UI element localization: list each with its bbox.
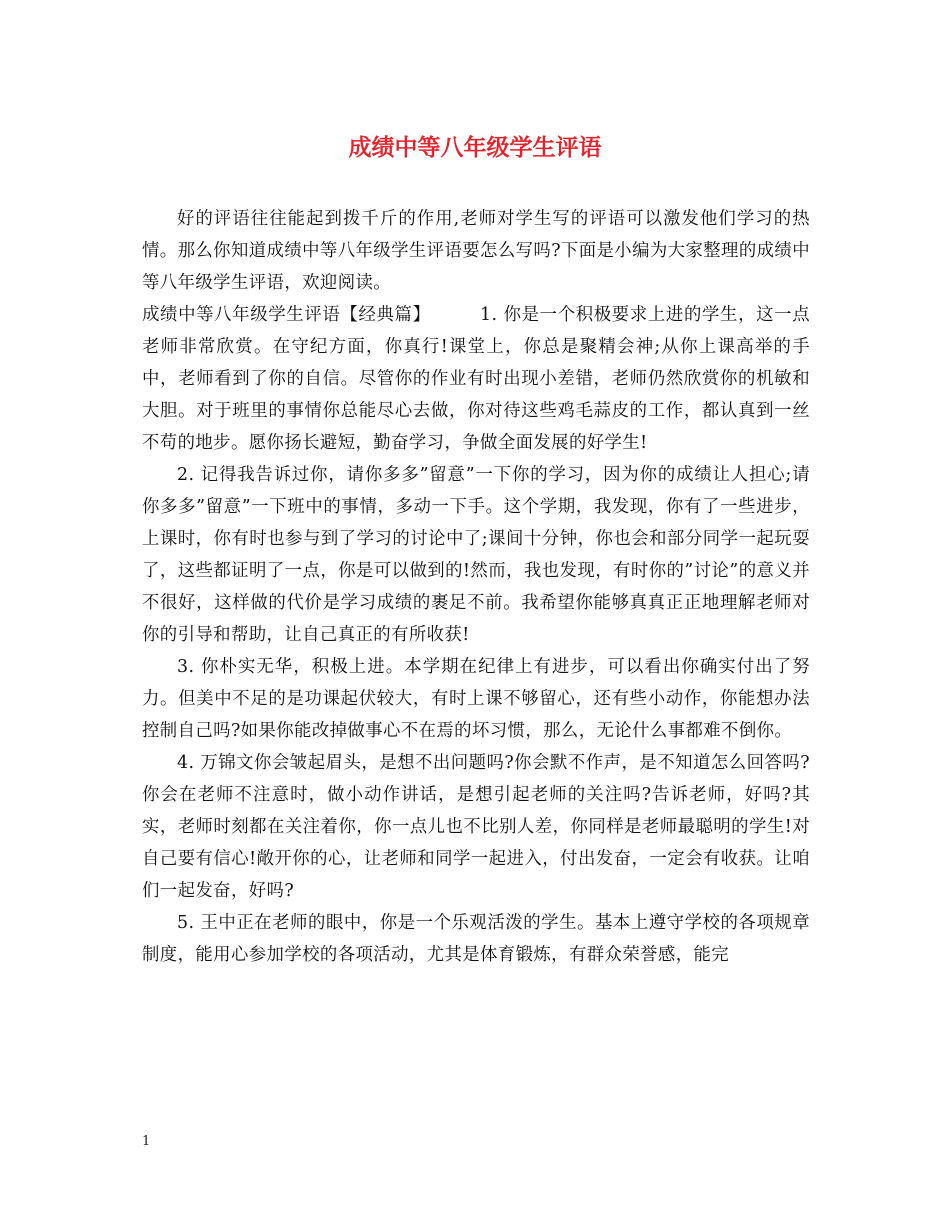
comment-item-2: 2. 记得我告诉过你，请你多多”留意”一下你的学习，因为你的成绩让人担心;请你多多”留意”一下班中的事情，多动一下手。这个学期，我发现，你有了一些进步，上课时，你有时也参与到了学习的讨论中了;课间十分钟，你也会和部分同学一起玩耍了，这些都证明了一点，你是可以做到的!然而，我也发现，有时你的”讨论”的意义并不很好，这样做的代价是学习成绩的裹足不前。我希望你能够真真正正地理解老师对你的引导和帮助，让自己真正的有所收获!: [142, 465, 810, 645]
document-title: 成绩中等八年级学生评语: [348, 135, 602, 161]
comment-item-5: 5. 王中正在老师的眼中，你是一个乐观活泼的学生。基本上遵守学校的各项规章制度，能用心参加学校的各项活动，尤其是体育锻炼，有群众荣誉感，能完: [142, 913, 810, 965]
document-body: [142, 203, 810, 971]
comment-item-4: 4. 万锦文你会皱起眉头，是想不出问题吗?你会默不作声，是不知道怎么回答吗?你会在老师不注意时，做小动作讲话，是想引起老师的关注吗?告诉老师，好吗?其实，老师时刻都在关注着你，你一点儿也不比别人差，你同样是老师最聪明的学生!对自己要有信心!敞开你的心，让老师和同学一起进入，付出发奋，一定会有收获。让咱们一起发奋，好吗?: [142, 753, 810, 901]
intro-paragraph: 好的评语往往能起到拨千斤的作用,老师对学生写的评语可以激发他们学习的热情。那么你知道成绩中等八年级学生评语要怎么写吗?下面是小编为大家整理的成绩中等八年级学生评语，欢迎阅读。: [142, 209, 810, 293]
page-number: 1: [142, 1134, 151, 1149]
comment-item-1: 1. 你是一个积极要求上进的学生，这一点老师非常欣赏。在守纪方面，你真行!课堂上，你总是聚精会神;从你上课高举的手中，老师看到了你的自信。尽管你的作业有时出现小差错，老师仍然欣赏你的机敏和大胆。对于班里的事情你总能尽心去做，你对待这些鸡毛蒜皮的工作，都认真到一丝不苟的地步。愿你扬长避短，勤奋学习，争做全面发展的好学生!: [142, 305, 810, 453]
section-paragraph: [142, 299, 810, 459]
comment-item-3: 3. 你朴实无华，积极上进。本学期在纪律上有进步，可以看出你确实付出了努力。但美中不足的是功课起伏较大，有时上课不够留心，还有些小动作，你能想办法控制自己吗?如果你能改掉做事心不在焉的坏习惯，那么，无论什么事都难不倒你。: [142, 657, 810, 741]
section-heading: 成绩中等八年级学生评语【经典篇】: [142, 305, 431, 325]
